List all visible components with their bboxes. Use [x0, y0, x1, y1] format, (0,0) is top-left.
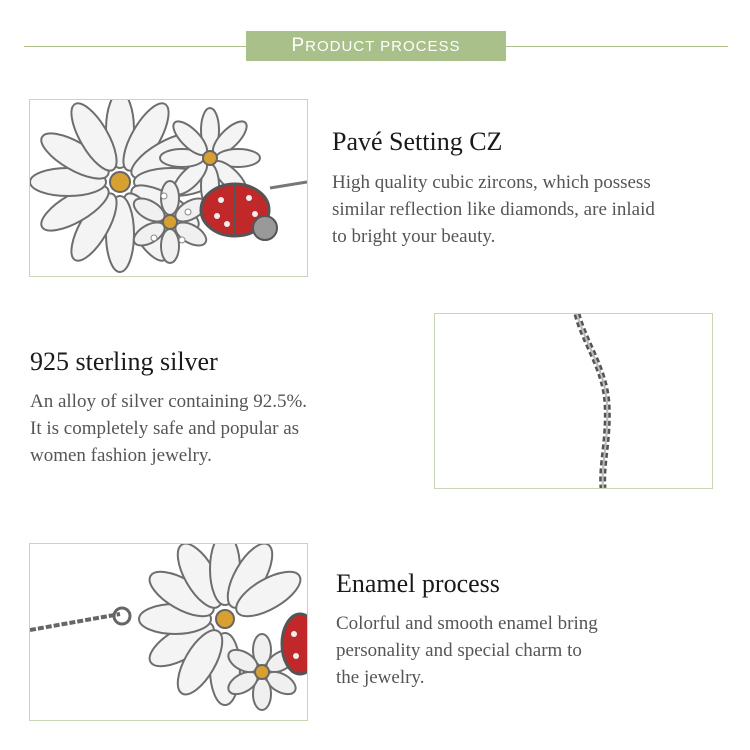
desc-line: women fashion jewelry.	[30, 445, 212, 466]
desc-line: to bright your beauty.	[332, 226, 496, 247]
section-title-silver: 925 sterling silver	[30, 347, 218, 376]
desc-line: personality and special charm to	[336, 640, 582, 661]
product-image-pave	[29, 99, 308, 277]
section-title-enamel: Enamel process	[336, 569, 500, 598]
product-image-chain	[434, 313, 713, 489]
desc-line: An alloy of silver containing 92.5%.	[30, 391, 308, 412]
section-title-pave: Pavé Setting CZ	[332, 127, 503, 156]
desc-line: similar reflection like diamonds, are inlaid	[332, 199, 655, 220]
section-banner	[246, 31, 506, 61]
section-desc-enamel	[336, 610, 598, 691]
desc-line: It is completely safe and popular as	[30, 418, 300, 439]
section-desc-pave	[332, 169, 655, 250]
banner-initial: P	[291, 35, 306, 56]
section-desc-silver	[30, 388, 307, 469]
banner-text: RODUCT PROCESS	[305, 37, 461, 55]
header-rule-left	[24, 46, 246, 47]
desc-line: Colorful and smooth enamel bring	[336, 613, 598, 634]
desc-line: the jewelry.	[336, 667, 425, 688]
desc-line: High quality cubic zircons, which possess	[332, 172, 651, 193]
header-rule-right	[506, 46, 728, 47]
product-image-enamel	[29, 543, 308, 721]
